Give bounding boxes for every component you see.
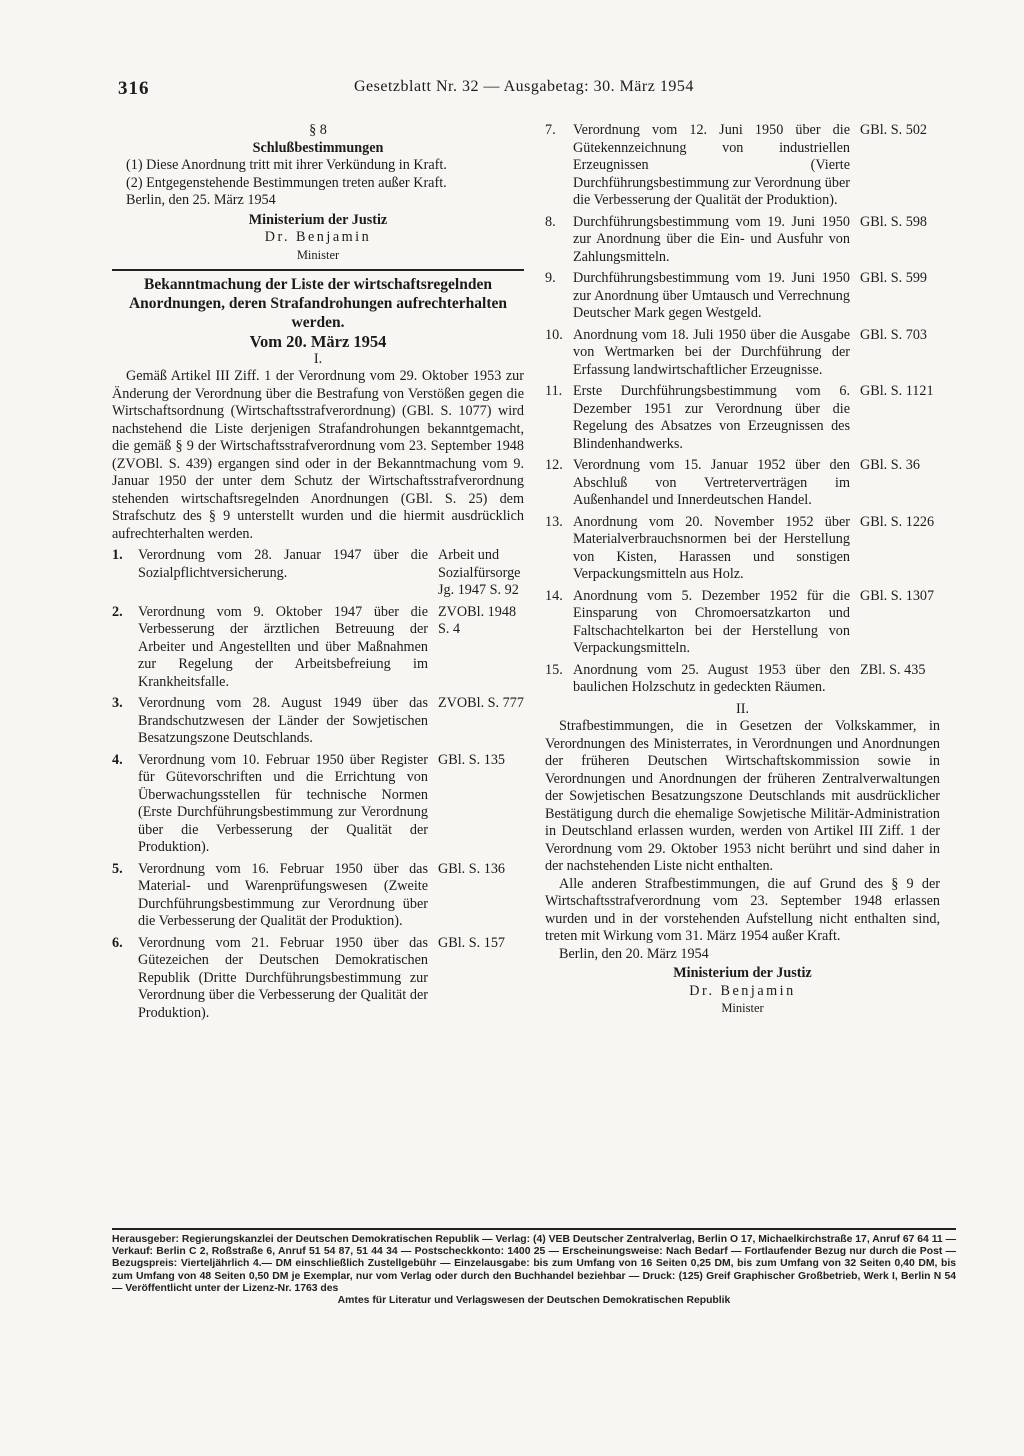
item-number: 14. [545,587,563,604]
publisher-imprint [112,1228,956,1307]
item-number: 2. [112,603,123,620]
item-number: 10. [545,326,563,343]
page-header [118,78,938,102]
item-text: Verordnung vom 15. Januar 1952 über den Abschluß von Vertreterverträgen im Außenhandel und Innerdeutschen Handel. [573,457,850,508]
ordinance-item [112,861,524,931]
section-number-II: II. [736,700,749,717]
item-text: Durchführungsbestimmung vom 19. Juni 1950 zur Anordnung über Umtausch und Verrechnung Deutscher Mark gegen Westgeld. [573,270,850,321]
ordinance-item [545,270,940,323]
item-reference: GBl. S. 36 [860,457,920,473]
clause-2: (2) Entgegenstehende Bestimmungen treten außer Kraft. [126,174,447,191]
item-reference: GBl. S. 1121 [860,383,934,399]
item-number: 9. [545,270,556,286]
ministry-name: Ministerium der Justiz [248,211,388,228]
signer-name: Dr. Benjamin [264,229,372,245]
page-number: 316 [118,78,150,99]
signer-name: Dr. Benjamin [689,982,796,999]
item-text: Verordnung vom 10. Februar 1950 über Register für Gütevorschriften und die Errichtung von Überwachungsstellen für technische Normen (Erste Durchführungsbestimmung zur Verordnung über die Verbesserung der Qualität der Produktion). [138,751,428,855]
place-date: Berlin, den 20. März 1954 [559,945,709,962]
clause-1: (1) Diese Anordnung tritt mit ihrer Verkündung in Kraft. [126,157,447,173]
item-text: Anordnung vom 5. Dezember 1952 für die Einsparung von Chromoersatzkarton und Faltschachtelkarton bei der Herstellung von Verpackungsmitteln. [573,587,850,656]
ordinance-item [545,588,940,658]
item-reference: GBl. S. 598 [860,213,928,230]
ordinance-item [112,695,524,748]
item-reference: GBl. S. 157 [438,934,506,951]
place-date: Berlin, den 25. März 1954 [126,192,276,208]
item-number: 3. [112,695,123,711]
ordinance-item [112,547,524,600]
item-number: 1. [112,547,123,563]
item-reference: GBl. S. 502 [860,122,928,138]
ordinance-item [545,457,940,510]
signature-block [545,965,940,1018]
item-number: 12. [545,457,563,473]
item-text: Verordnung vom 16. Februar 1950 über das Material- und Warenprüfungswesen (Zweite Durchführungsbestimmung zur Verordnung über die Verbesserung der Qualität der Produktion). [138,860,428,929]
imprint-last-line: Amtes für Literatur und Verlagswesen der Deutschen Demokratischen Republik [337,1295,731,1307]
signer-role: Minister [721,1001,764,1015]
signature-block [112,212,524,265]
item-reference: GBl. S. 136 [438,860,506,877]
notice-date: Vom 20. März 1954 [249,332,387,351]
item-text: Durchführungsbestimmung vom 19. Juni 1950 zur Anordnung über die Ein- und Ausfuhr von Zahlungsmitteln. [573,213,850,265]
section-II-paragraph-1: Strafbestimmungen, die in Gesetzen der Volkskammer, in Verordnungen des Ministerrates, in Verordnungen und Anordnungen der früheren Deutschen Wirtschaftskommission sowie in Verordnungen und Anordnungen der früheren Zentralverwaltungen der Sowjetischen Besatzungszone Deutschlands mit ausdrücklicher Bestätigung durch die ehemalige Sowjetische Militär-Administration in Deutschland erlassen wurden, werden von Artikel III Ziff. 1 der Verordnung vom 29. Oktober 1953 nicht berührt und sind daher in der nachstehenden Liste nicht enthalten. [545,718,940,874]
intro-paragraph: Gemäß Artikel III Ziff. 1 der Verordnung vom 29. Oktober 1953 zur Änderung der Verordnung über die Bestrafung von Verstößen gegen die Wirtschaftsordnung (Wirtschaftsstrafverordnung) (GBl. S. 1077) wird nachstehend die Liste derjenigen Strafandrohungen bekanntgemacht, die gemäß § 9 der Wirtschaftsstrafverordnung vom 23. September 1948 (ZVOBl. S. 439) ergangen sind oder in der Bekanntmachung vom 9. Januar 1950 der unter dem Schutz der Wirtschaftsstrafverordnung stehenden wirtschaftsregelnden Anordnungen (GBl. S. 25) dem Strafschutz des § 9 unterstellt wurden und die hiermit ausdrücklich aufrechterhalten werden. [112,368,524,542]
item-reference: ZVOBl. 1948 S. 4 [438,603,517,637]
item-number: 7. [545,122,556,138]
ordinance-list-left [112,547,524,1022]
item-number: 15. [545,661,563,678]
notice-title: Bekanntmachung der Liste der wirtschaftsregelnden Anordnungen, deren Strafandrohungen aufrechterhalten werden. [128,276,508,331]
item-text: Verordnung vom 9. Oktober 1947 über die Verbesserung der ärztlichen Betreuung der Arbeiter und Angestellten und über Maßnahmen zur Regelung der Arbeitsbefreiung im Krankheitsfalle. [138,603,428,690]
paragraph-heading: Schlußbestimmungen [252,139,384,156]
ordinance-item [545,383,940,453]
item-reference: GBl. S. 135 [438,751,506,768]
section-number-I: I. [313,350,323,367]
header-title: Gesetzblatt Nr. 32 — Ausgabetag: 30. März 1954 [354,78,694,95]
item-reference: GBl. S. 703 [860,326,928,343]
right-column [545,122,940,1018]
item-number: 5. [112,860,123,877]
item-number: 13. [545,513,563,530]
item-number: 11. [545,383,563,399]
item-reference: GBl. S. 599 [860,270,928,286]
item-reference: GBl. S. 1226 [860,513,935,530]
item-number: 6. [112,934,123,951]
signer-role: Minister [296,247,340,262]
item-reference: GBl. S. 1307 [860,587,935,604]
item-text: Anordnung vom 20. November 1952 über Materialverbrauchsnormen bei der Herstellung von Kisten, Harassen und sonstigen Verpackungsmitteln aus Holz. [573,513,850,582]
item-number: 4. [112,751,123,768]
item-text: Verordnung vom 28. August 1949 über das Brandschutzwesen der Länder der Sowjetischen Besatzungszone Deutschlands. [138,695,428,746]
paragraph-number: § 8 [309,122,327,138]
section-II-paragraph-2: Alle anderen Strafbestimmungen, die auf Grund des § 9 der Wirtschaftsstrafverordnung vom 23. September 1948 erlassen wurden und in der vorstehenden Aufstellung nicht enthalten sind, treten mit Wirkung vom 31. März 1954 außer Kraft. [545,875,940,944]
imprint-text: Herausgeber: Regierungskanzlei der Deutschen Demokratischen Republik — Verlag: (4) VEB Deutscher Zentralverlag, Berlin O 17, Michaelkirchstraße 17, Anruf 67 64 11 — Verkauf: Berlin C 2, Roßstraße 6, Anruf 51 54 87, 51 44 34 — Postscheckkonto: 1400 25 — Erscheinungsweise: Nach Bedarf — Fortlaufender Bezug nur durch die Post — Bezugspreis: Vierteljährlich 4.— DM einschließlich Zustellgebühr — Einzelausgabe: bis zum Umfang von 16 Seiten 0,25 DM, bis zum Umfang von 32 Seiten 0,40 DM, bis zum Umfang von 48 Seiten 0,50 DM je Exemplar, nur vom Verlag oder durch den Buchhandel beziehbar — Druck: (125) Greif Graphischer Großbetrieb, Werk I, Berlin N 54 — Veröffentlicht unter der Lizenz-Nr. 1763 des [112,1234,956,1294]
item-number: 8. [545,213,556,230]
ordinance-item [112,604,524,692]
item-reference: ZBl. S. 435 [860,661,926,678]
ordinance-item [545,214,940,267]
item-text: Verordnung vom 28. Januar 1947 über die Sozialpflichtversicherung. [138,547,428,581]
ordinance-item [545,662,940,697]
ordinance-item [112,752,524,857]
item-text: Verordnung vom 21. Februar 1950 über das Gütezeichen der Deutschen Demokratischen Republik (Dritte Durchführungsbestimmung zur Verordnung über die Verbesserung der Qualität der Produktion). [138,934,428,1021]
left-column [112,122,524,1026]
section-divider [112,269,524,271]
item-reference: Arbeit und Sozialfürsorge Jg. 1947 S. 92 [438,547,521,598]
item-text: Erste Durchführungsbestimmung vom 6. Dezember 1951 zur Verordnung über die Regelung des Absatzes von Erzeugnissen des Blindenhandwerks. [573,383,850,452]
item-text: Anordnung vom 18. Juli 1950 über die Ausgabe von Wertmarken bei der Durchführung der Erfassung landwirtschaftlicher Erzeugnisse. [573,326,850,378]
ordinance-item [112,935,524,1023]
item-reference: ZVOBl. S. 777 [438,695,524,711]
item-text: Anordnung vom 25. August 1953 über den baulichen Holzschutz in gedeckten Räumen. [573,661,850,695]
ordinance-item [545,122,940,210]
ordinance-list-right [545,122,940,697]
ministry-name: Ministerium der Justiz [673,965,812,981]
item-text: Verordnung vom 12. Juni 1950 über die Gütekennzeichnung von industriellen Erzeugnissen (Vierte Durchführungsbestimmung zur Verordnung über die Verbesserung der Qualität der Produktion). [573,122,850,208]
ordinance-item [545,327,940,380]
ordinance-item [545,514,940,584]
